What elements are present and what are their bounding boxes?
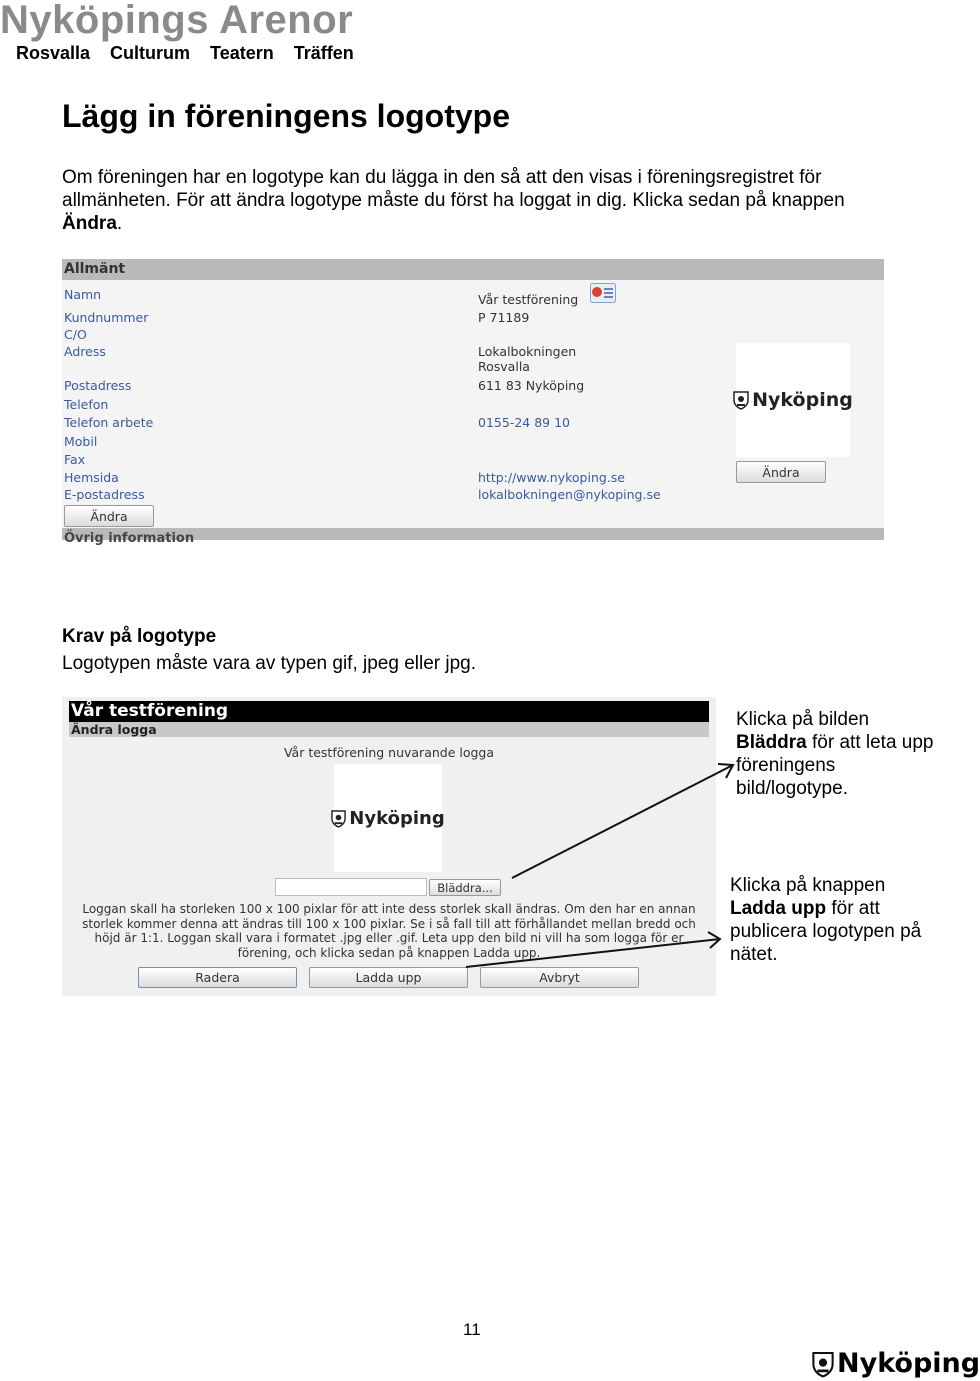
label-telefon-arbete: Telefon arbete (64, 415, 154, 430)
contact-card-icon[interactable] (590, 283, 616, 303)
note-line: Loggan skall ha storleken 100 x 100 pixlar för att inte dess storlek skall ändras. Om den har en annan (82, 902, 696, 916)
shield-logo-icon (812, 1350, 834, 1378)
footer-logo-text: Nyköping (837, 1348, 980, 1379)
label-co: C/O (64, 327, 87, 342)
value-namn: Vår testförening (478, 292, 579, 307)
shield-logo-icon (733, 390, 749, 410)
page-number: 11 (463, 1320, 481, 1339)
logo-instructions (68, 902, 710, 960)
nav-item-traffen[interactable]: Träffen (293, 43, 354, 63)
browse-button[interactable]: Bläddra... (429, 879, 501, 896)
label-kundnummer: Kundnummer (64, 310, 149, 325)
andra-logo-button[interactable]: Ändra (736, 461, 826, 483)
intro-bold: Ändra (62, 213, 117, 234)
current-logo (736, 343, 853, 457)
cancel-button[interactable]: Avbryt (480, 967, 639, 988)
callout-browse (736, 708, 946, 800)
page-title: Lägg in föreningens logotype (62, 98, 510, 134)
brand-title: Nyköpings Arenor (0, 0, 354, 42)
requirements-heading: Krav på logotype (62, 626, 217, 647)
callout-browse-pre: Klicka på bilden (736, 709, 870, 730)
callout-browse-bold: Bläddra (736, 732, 807, 753)
label-adress: Adress (64, 344, 106, 359)
logo-text: Nyköping (349, 807, 445, 829)
section-bar-ovrig: Övrig information (62, 528, 884, 540)
value-postadress: 611 83 Nyköping (478, 378, 585, 393)
value-kundnummer: P 71189 (478, 310, 530, 325)
callout-upload-post: för att publicera logotypen på nätet. (730, 898, 922, 965)
arrowhead-browse (718, 764, 733, 778)
label-hemsida: Hemsida (64, 470, 119, 485)
nav-item-culturum[interactable]: Culturum (110, 43, 191, 63)
callout-browse-post: för att leta upp föreningens bild/logotype. (736, 732, 934, 799)
delete-button[interactable]: Radera (138, 967, 297, 988)
intro-paragraph (62, 166, 902, 235)
current-logo-preview (334, 764, 445, 872)
top-nav (16, 43, 354, 64)
value-telefon: 0155-24 89 10 (478, 415, 570, 430)
callout-upload-bold: Ladda upp (730, 898, 827, 919)
dialog-title: Vår testförening (69, 701, 709, 722)
link-hemsida[interactable]: http://www.nykoping.se (478, 470, 625, 485)
dialog-subtitle: Ändra logga (69, 722, 709, 737)
current-logo-caption: Vår testförening nuvarande logga (283, 745, 495, 760)
footer-logo (812, 1348, 980, 1379)
nav-item-rosvalla[interactable]: Rosvalla (16, 43, 91, 63)
requirements-text: Logotypen måste vara av typen gif, jpeg eller jpg. (62, 653, 477, 674)
nav-item-teatern[interactable]: Teatern (210, 43, 274, 63)
label-fax: Fax (64, 452, 86, 467)
screenshot-general-info (62, 259, 884, 546)
label-namn: Namn (64, 287, 102, 302)
value-adress-1: Lokalbokningen (478, 344, 577, 359)
andra-info-button[interactable]: Ändra (64, 505, 154, 527)
screenshot-change-logo (62, 697, 716, 996)
note-line: förening, och klicka sedan på knappen Ladda upp. (237, 945, 541, 960)
callout-upload (730, 874, 950, 966)
intro-end: . (116, 213, 123, 234)
callout-upload-pre: Klicka på knappen (730, 875, 886, 896)
file-path-input[interactable] (275, 878, 427, 896)
label-telefon: Telefon (64, 397, 109, 412)
label-postadress: Postadress (64, 378, 132, 393)
note-line: höjd är 1:1. Loggan skall vara i formatet .jpg eller .gif. Leta upp den bild ni vill ha som logga för er (94, 931, 684, 945)
value-adress-2: Rosvalla (478, 359, 530, 374)
link-epost[interactable]: lokalbokningen@nykoping.se (478, 487, 661, 502)
logo-text: Nyköping (752, 389, 853, 411)
label-mobil: Mobil (64, 434, 98, 449)
upload-button[interactable]: Ladda upp (309, 967, 468, 988)
section-bar-allmant: Allmänt (62, 259, 884, 280)
note-line: storlek kommer denna att ändras till 100 x 100 pixlar. Se i så fall till att förhållandet mellan bredd och (82, 916, 696, 931)
label-epostadress: E-postadress (64, 487, 145, 502)
shield-logo-icon (331, 809, 346, 828)
intro-text: Om föreningen har en logotype kan du lägga in den så att den visas i föreningsregistret för allmänheten. För att ändra logotype måste du först ha loggat in dig. Klicka sedan på knappen (62, 167, 845, 211)
